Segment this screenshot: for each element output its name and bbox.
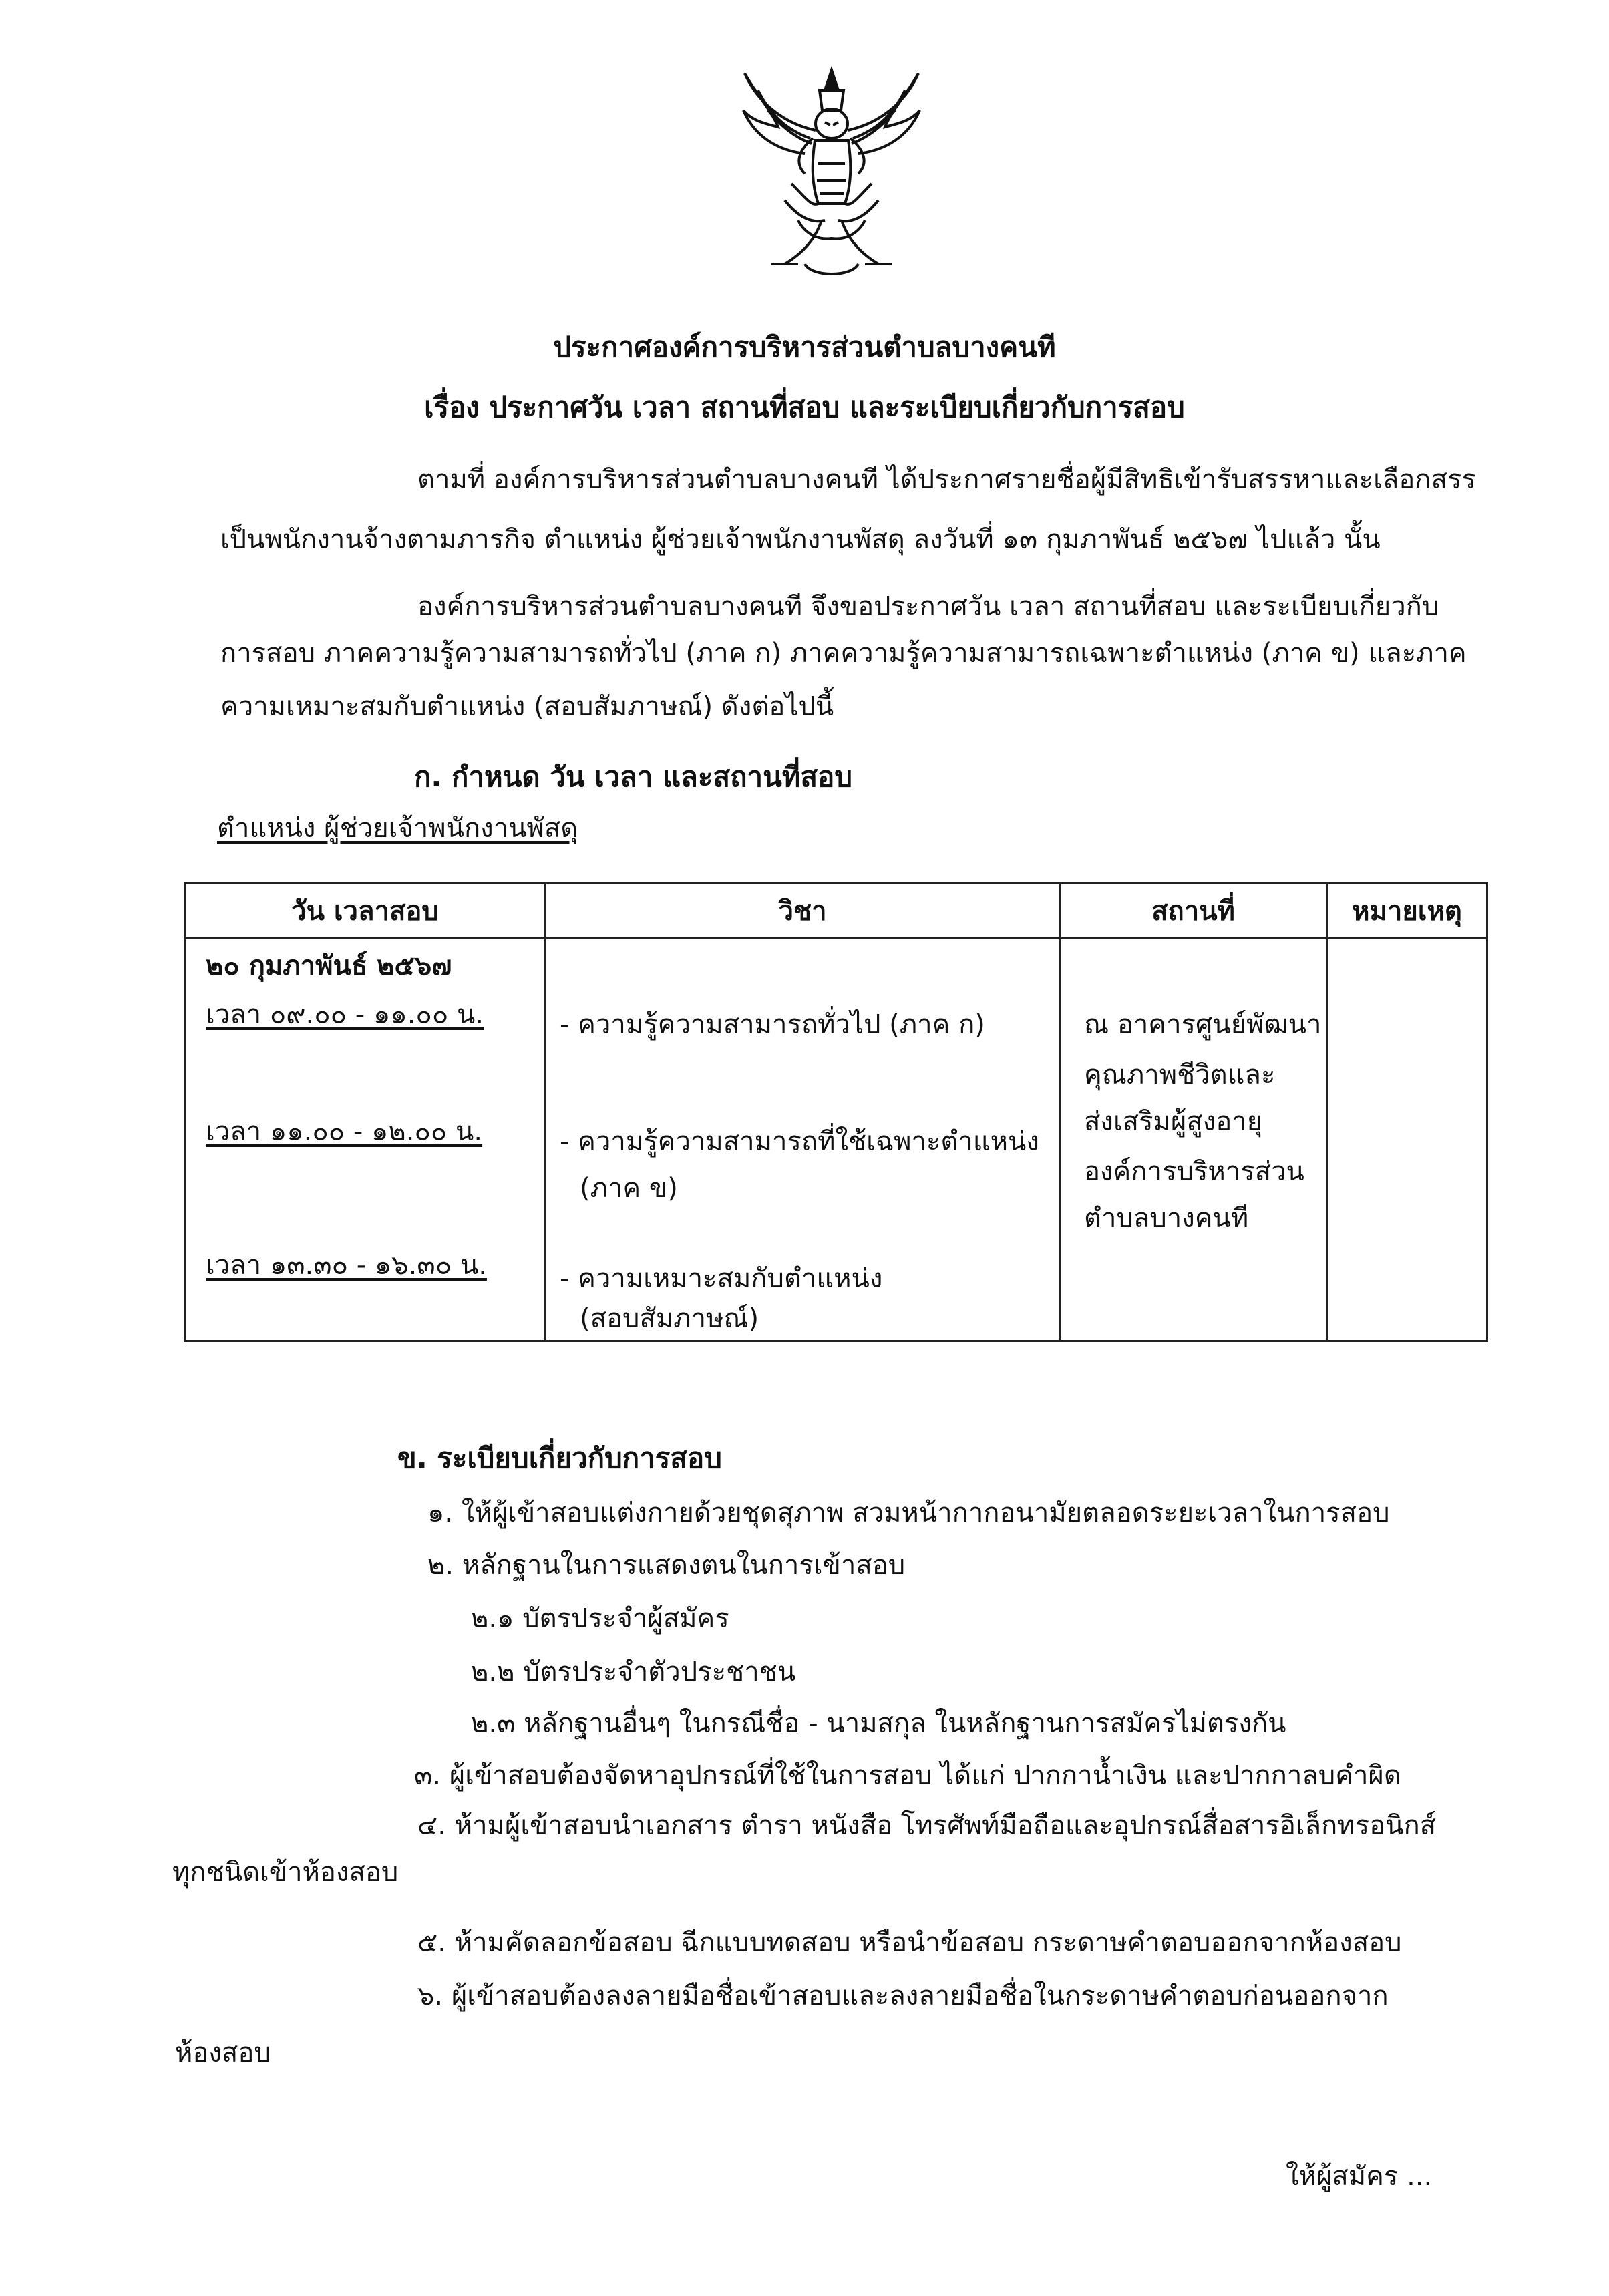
- rule-item: ๓. ผู้เข้าสอบต้องจัดหาอุปกรณ์ที่ใช้ในการสอบ ได้แก่ ปากกาน้ำเงิน และปากกาลบคำผิด: [414, 1760, 1401, 1791]
- exam-time: เวลา ๐๙.๐๐ - ๑๑.๐๐ น.: [206, 999, 484, 1030]
- rule-item: ๒. หลักฐานในการแสดงตนในการเข้าสอบ: [427, 1550, 906, 1581]
- intro-line: องค์การบริหารส่วนตำบลบางคนที จึงขอประกาศวัน เวลา สถานที่สอบ และระเบียบเกี่ยวกับ: [417, 591, 1439, 622]
- rule-subitem: ๒.๑ บัตรประจำผู้สมัคร: [471, 1603, 729, 1634]
- exam-time: เวลา ๑๓.๓๐ - ๑๖.๓๐ น.: [206, 1250, 487, 1281]
- location-line: องค์การบริหารส่วน: [1084, 1156, 1304, 1187]
- garuda-emblem-icon: [731, 63, 932, 284]
- intro-line: การสอบ ภาคความรู้ความสามารถทั่วไป (ภาค ก) ภาคความรู้ความสามารถเฉพาะตำแหน่ง (ภาค ข) และภาค: [220, 638, 1467, 669]
- position-heading: ตำแหน่ง ผู้ช่วยเจ้าพนักงานพัสดุ: [217, 813, 578, 844]
- rule-item: ๖. ผู้เข้าสอบต้องลงลายมือชื่อเข้าสอบและลงลายมือชื่อในกระดาษคำตอบก่อนออกจาก: [417, 1981, 1389, 2011]
- header-date-time: วัน เวลาสอบ: [185, 883, 546, 939]
- subject-line: - ความรู้ความสามารถทั่วไป (ภาค ก): [560, 1009, 985, 1040]
- rule-item-continued: ห้องสอบ: [175, 2037, 271, 2068]
- intro-line: ตามที่ องค์การบริหารส่วนตำบลบางคนที ได้ประกาศรายชื่อผู้มีสิทธิเข้ารับสรรหาและเลือกสรร: [417, 464, 1476, 495]
- rule-subitem: ๒.๒ บัตรประจำตัวประชาชน: [471, 1657, 796, 1687]
- continuation-note: ให้ผู้สมัคร ...: [1286, 2161, 1433, 2192]
- section-b-heading: ข. ระเบียบเกี่ยวกับการสอบ: [397, 1442, 722, 1474]
- subject-line: - ความรู้ความสามารถที่ใช้เฉพาะตำแหน่ง: [560, 1126, 1039, 1157]
- subject-line: (สอบสัมภาษณ์): [580, 1303, 759, 1334]
- rule-subitem: ๒.๓ หลักฐานอื่นๆ ในกรณีชื่อ - นามสกุล ในหลักฐานการสมัครไม่ตรงกัน: [471, 1708, 1286, 1739]
- rule-item-continued: ทุกชนิดเข้าห้องสอบ: [172, 1857, 399, 1888]
- intro-line: ความเหมาะสมกับตำแหน่ง (สอบสัมภาษณ์) ดังต่อไปนี้: [220, 691, 834, 722]
- exam-date: ๒๐ กุมภาพันธ์ ๒๕๖๗: [206, 951, 452, 981]
- subject-line: - ความเหมาะสมกับตำแหน่ง: [560, 1263, 883, 1294]
- location-line: ตำบลบางคนที: [1084, 1203, 1249, 1234]
- header-location: สถานที่: [1060, 883, 1327, 939]
- section-a-heading: ก. กำหนด วัน เวลา และสถานที่สอบ: [414, 760, 853, 793]
- subject-cell: [546, 939, 1060, 1341]
- location-line: ณ อาคารศูนย์พัฒนา: [1084, 1009, 1322, 1040]
- rule-item: ๑. ให้ผู้เข้าสอบแต่งกายด้วยชุดสุภาพ สวมหน้ากากอนามัยตลอดระยะเวลาในการสอบ: [427, 1498, 1390, 1528]
- header-subject: วิชา: [546, 883, 1060, 939]
- rule-item: ๕. ห้ามคัดลอกข้อสอบ ฉีกแบบทดสอบ หรือนำข้อสอบ กระดาษคำตอบออกจากห้องสอบ: [417, 1927, 1402, 1958]
- header-remark: หมายเหตุ: [1327, 883, 1487, 939]
- exam-time: เวลา ๑๑.๐๐ - ๑๒.๐๐ น.: [206, 1116, 483, 1147]
- table-row: [185, 939, 1487, 1341]
- intro-line: เป็นพนักงานจ้างตามภารกิจ ตำแหน่ง ผู้ช่วยเจ้าพนักงานพัสดุ ลงวันที่ ๑๓ กุมภาพันธ์ ๒๕๖๗ ไปแล้ว นั้น: [220, 524, 1381, 555]
- remark-cell: [1327, 939, 1487, 1341]
- exam-schedule-table: [184, 882, 1488, 1342]
- location-cell: [1060, 939, 1327, 1341]
- table-header-row: [185, 883, 1487, 939]
- subject-line: (ภาค ข): [580, 1173, 678, 1204]
- location-line: คุณภาพชีวิตและ: [1084, 1059, 1276, 1090]
- location-line: ส่งเสริมผู้สูงอายุ: [1084, 1106, 1263, 1137]
- announcement-title: ประกาศองค์การบริหารส่วนตำบลบางคนที: [553, 331, 1056, 363]
- date-time-cell: [185, 939, 546, 1341]
- rule-item: ๔. ห้ามผู้เข้าสอบนำเอกสาร ตำรา หนังสือ โทรศัพท์มือถือและอุปกรณ์สื่อสารอิเล็กทรอนิกส์: [417, 1810, 1437, 1841]
- announcement-subject: เรื่อง ประกาศวัน เวลา สถานที่สอบ และระเบียบเกี่ยวกับการสอบ: [424, 391, 1185, 424]
